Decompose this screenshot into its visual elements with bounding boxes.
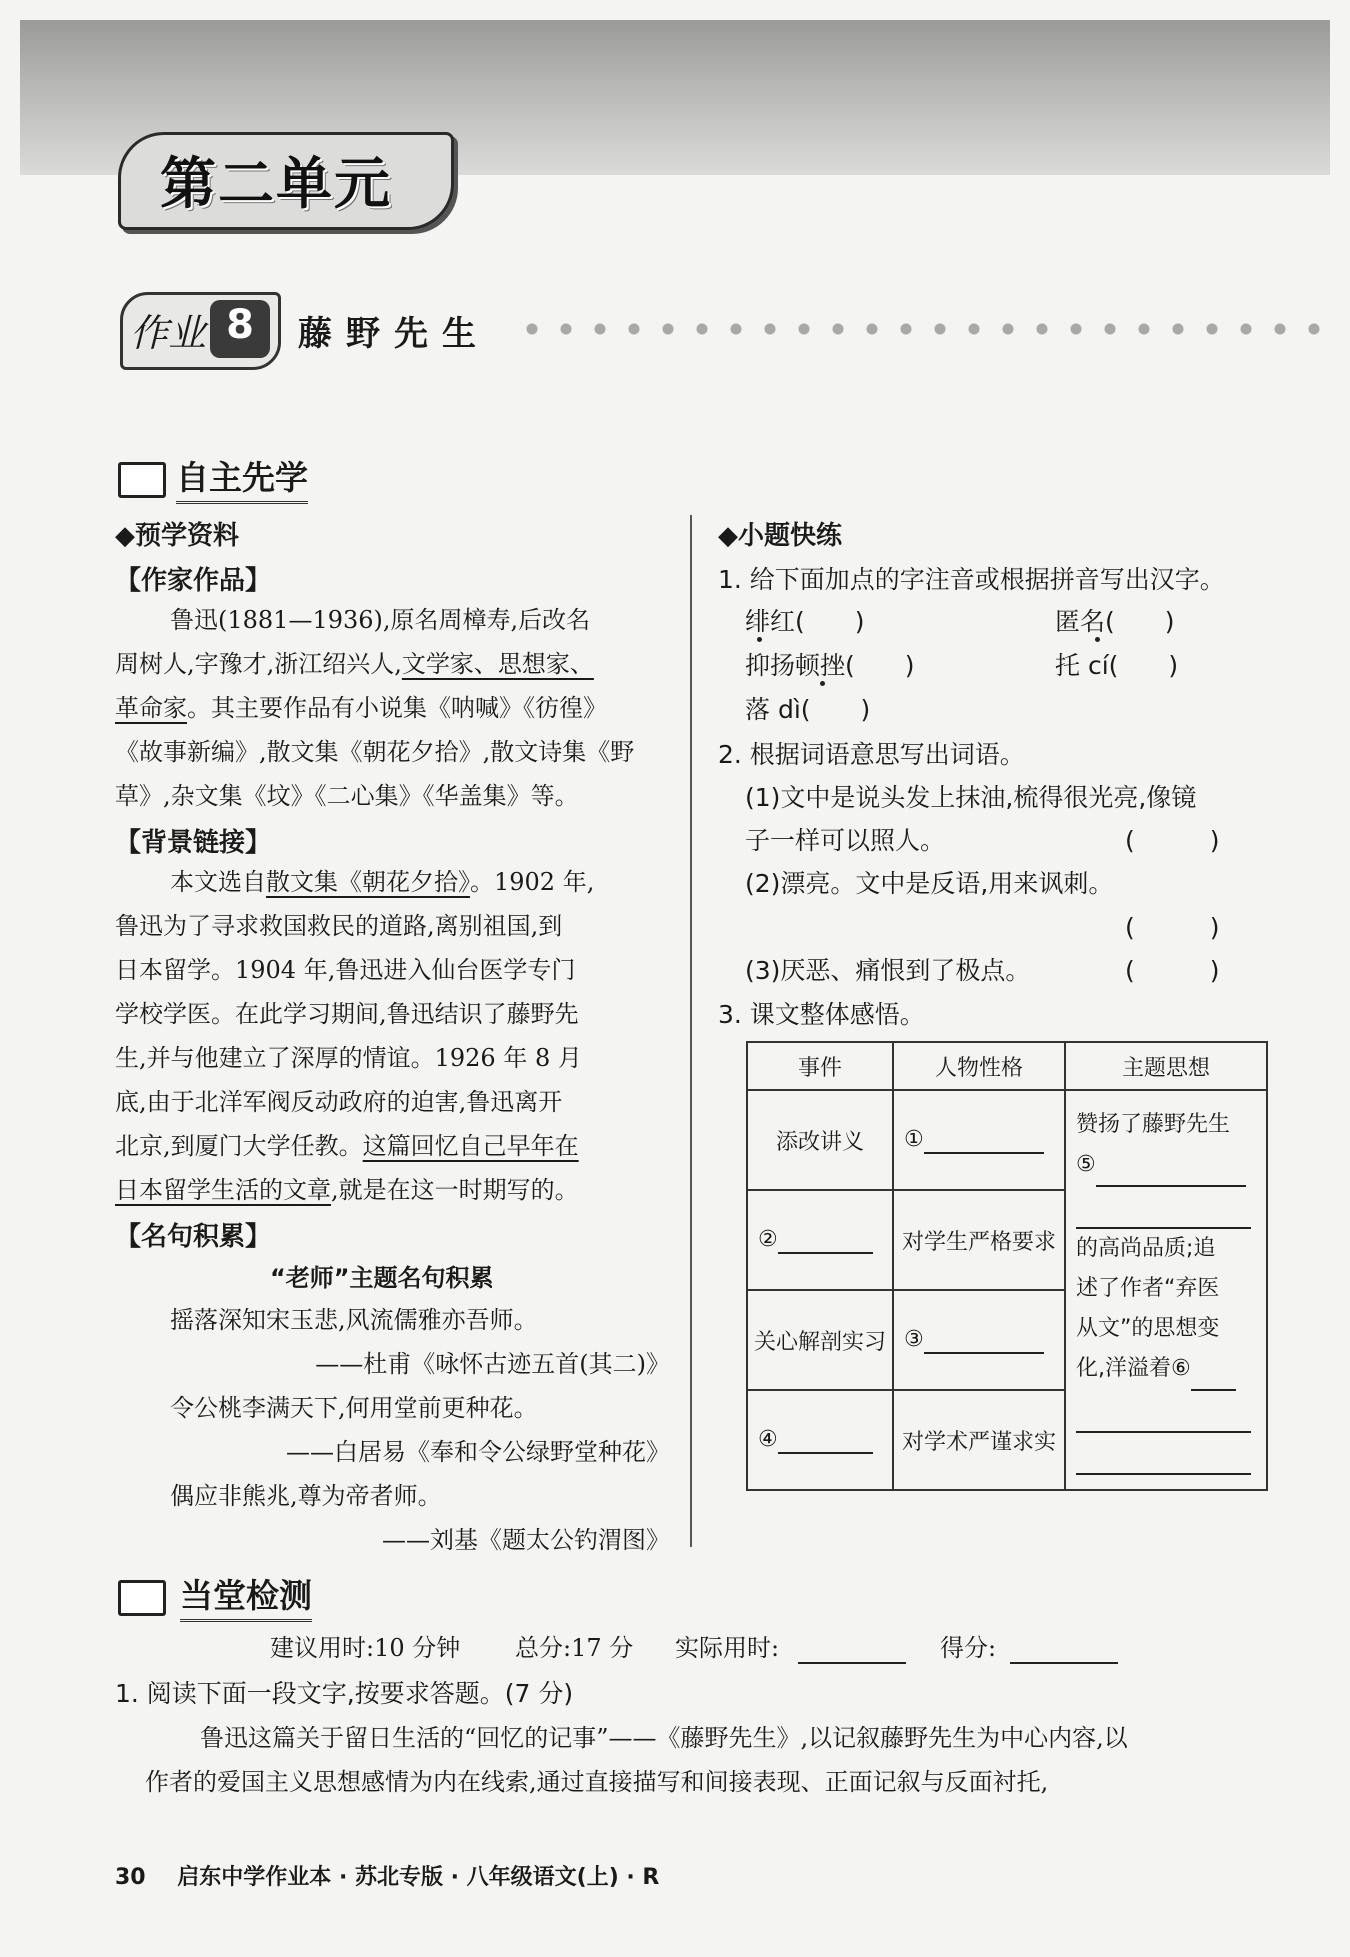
table-row <box>747 1090 1267 1190</box>
lesson-number: 8 <box>226 302 254 348</box>
check-info-score: 总分:17 分 <box>515 1634 634 1662</box>
book-title: 启东中学作业本 · 苏北专版 · 八年级语文(上) · R <box>177 1865 660 1890</box>
q2-item-1: (1)文中是说头发上抹油,梳得很光亮,像镜 <box>745 783 1197 812</box>
q2-item-1-cont: 子一样可以照人。 <box>745 826 946 855</box>
quote-text: 令公桃李满天下,何用堂前更种花。 <box>170 1394 538 1422</box>
column-divider <box>690 515 692 1547</box>
text-line: 鲁迅这篇关于留日生活的“回忆的记事”——《藤野先生》,以记叙藤野先生为中心内容,以 <box>200 1724 1128 1752</box>
text-line: 革命家。其主要作品有小说集《呐喊》《彷徨》 <box>115 694 607 722</box>
grade-blank[interactable] <box>1010 1662 1118 1664</box>
q2-answer-3[interactable]: ( ) <box>1125 956 1220 985</box>
table-cell: 对学术严谨求实 <box>893 1390 1065 1490</box>
theme-line: 述了作者“弃医 <box>1076 1276 1220 1301</box>
theme-line: 赞扬了藤野先生 <box>1076 1112 1231 1137</box>
theme-line: 化,洋溢着⑥ <box>1076 1349 1256 1391</box>
theme-blank[interactable] <box>1076 1433 1256 1475</box>
text-line: 鲁迅(1881—1936),原名周樟寿,后改名 <box>170 606 591 634</box>
lesson-prefix: 作业 <box>130 311 207 355</box>
theme-blank[interactable] <box>1076 1391 1256 1433</box>
emphasis-dot <box>757 637 762 642</box>
question-1: 1. 给下面加点的字注音或根据拼音写出汉字。 <box>718 565 1225 594</box>
background-paragraph <box>115 860 675 1212</box>
quotes-title: “老师”主题名句积累 <box>270 1264 494 1292</box>
table-cell-blank[interactable]: ③ <box>893 1290 1065 1390</box>
q1-item-yiyangdunchuo[interactable]: 抑扬顿挫( ) <box>745 651 915 680</box>
lesson-title: 藤野先生 <box>298 314 490 354</box>
text-line: 生,并与他建立了深厚的情谊。1926 年 8 月 <box>115 1044 582 1072</box>
summary-table <box>746 1041 1268 1491</box>
text-line: 日本留学。1904 年,鲁迅进入仙台医学专门 <box>115 956 576 984</box>
emphasis-dot <box>1095 637 1100 642</box>
dotted-rule <box>515 322 1330 336</box>
text-line: 学校学医。在此学习期间,鲁迅结识了藤野先 <box>115 1000 579 1028</box>
table-cell-blank[interactable]: ④ <box>747 1390 893 1490</box>
text-line: 鲁迅为了寻求救国救民的道路,离别祖国,到 <box>115 912 563 940</box>
q1-item-toci[interactable]: 托 cí( ) <box>1055 651 1179 680</box>
table-cell: 添改讲义 <box>747 1090 893 1190</box>
quote-text: 摇落深知宋玉悲,风流儒雅亦吾师。 <box>170 1306 538 1334</box>
table-header: 主题思想 <box>1065 1042 1267 1090</box>
emphasis-dot <box>820 681 825 686</box>
page-number: 30 <box>115 1865 146 1890</box>
unit-title: 第二单元 <box>160 152 392 217</box>
background-label: 【背景链接】 <box>115 828 272 858</box>
theme-blank[interactable] <box>1076 1187 1256 1229</box>
section-title-selfstudy: 自主先学 <box>176 452 308 504</box>
actual-time-blank[interactable] <box>798 1662 906 1664</box>
section-title-classcheck: 当堂检测 <box>180 1570 312 1622</box>
check-info-time: 建议用时:10 分钟 <box>270 1634 461 1662</box>
prestudy-heading: ◆预学资料 <box>115 521 239 551</box>
open-book-icon <box>118 1580 166 1616</box>
page-footer <box>115 1860 659 1891</box>
q2-answer-2[interactable]: ( ) <box>1125 913 1220 942</box>
q1-item-niming[interactable]: 匿名( ) <box>1055 607 1175 636</box>
text-line: 底,由于北洋军阀反动政府的迫害,鲁迅离开 <box>115 1088 563 1116</box>
text-line: 北京,到厦门大学任教。这篇回忆自己早年在 <box>115 1132 579 1160</box>
table-header: 事件 <box>747 1042 893 1090</box>
q1-item-luodi[interactable]: 落 dì( ) <box>745 695 871 724</box>
table-cell: 对学生严格要求 <box>893 1190 1065 1290</box>
check-info-actual: 实际用时: <box>675 1634 780 1662</box>
quotes-list <box>115 1298 670 1562</box>
question-2: 2. 根据词语意思写出词语。 <box>718 740 1025 769</box>
check-question-1: 1. 阅读下面一段文字,按要求答题。(7 分) <box>115 1679 574 1708</box>
table-cell-blank[interactable]: ② <box>747 1190 893 1290</box>
theme-line: ⑤ <box>1076 1145 1256 1187</box>
quote-text: 偶应非熊兆,尊为帝者师。 <box>170 1482 442 1510</box>
text-line: 本文选自散文集《朝花夕拾》。1902 年, <box>170 868 595 896</box>
quotes-label: 【名句积累】 <box>115 1222 272 1252</box>
author-label: 【作家作品】 <box>115 566 272 596</box>
quote-source: ——刘基《题太公钓渭图》 <box>382 1526 670 1554</box>
check-info-grade: 得分: <box>940 1634 997 1662</box>
table-header: 人物性格 <box>893 1042 1065 1090</box>
text-line: 《故事新编》,散文集《朝花夕拾》,散文诗集《野 <box>115 738 635 766</box>
quote-source: ——白居易《奉和令公绿野堂种花》 <box>286 1438 670 1466</box>
practice-heading: ◆小题快练 <box>718 521 842 551</box>
table-cell-blank[interactable]: ① <box>893 1090 1065 1190</box>
q2-item-3: (3)厌恶、痛恨到了极点。 <box>745 956 1031 985</box>
theme-line: 的高尚品质;追 <box>1076 1236 1216 1261</box>
text-line: 日本留学生活的文章,就是在这一时期写的。 <box>115 1176 579 1204</box>
reading-paragraph <box>115 1716 1270 1804</box>
author-paragraph <box>115 598 675 818</box>
q2-answer-1[interactable]: ( ) <box>1125 826 1220 855</box>
text-line: 作者的爱国主义思想感情为内在线索,通过直接描写和间接表现、正面记叙与反面衬托, <box>145 1768 1049 1796</box>
theme-line: 从文”的思想变 <box>1076 1316 1220 1341</box>
theme-cell[interactable] <box>1065 1090 1267 1490</box>
q2-item-2: (2)漂亮。文中是反语,用来讽刺。 <box>745 869 1114 898</box>
book-icon <box>118 462 166 498</box>
q1-item-feihong[interactable]: 绯红( ) <box>745 607 865 636</box>
question-3: 3. 课文整体感悟。 <box>718 1000 925 1029</box>
quote-source: ——杜甫《咏怀古迹五首(其二)》 <box>315 1350 670 1378</box>
text-line: 草》,杂文集《坟》《二心集》《华盖集》等。 <box>115 782 579 810</box>
table-cell: 关心解剖实习 <box>747 1290 893 1390</box>
text-line: 周树人,字豫才,浙江绍兴人,文学家、思想家、 <box>115 650 594 678</box>
